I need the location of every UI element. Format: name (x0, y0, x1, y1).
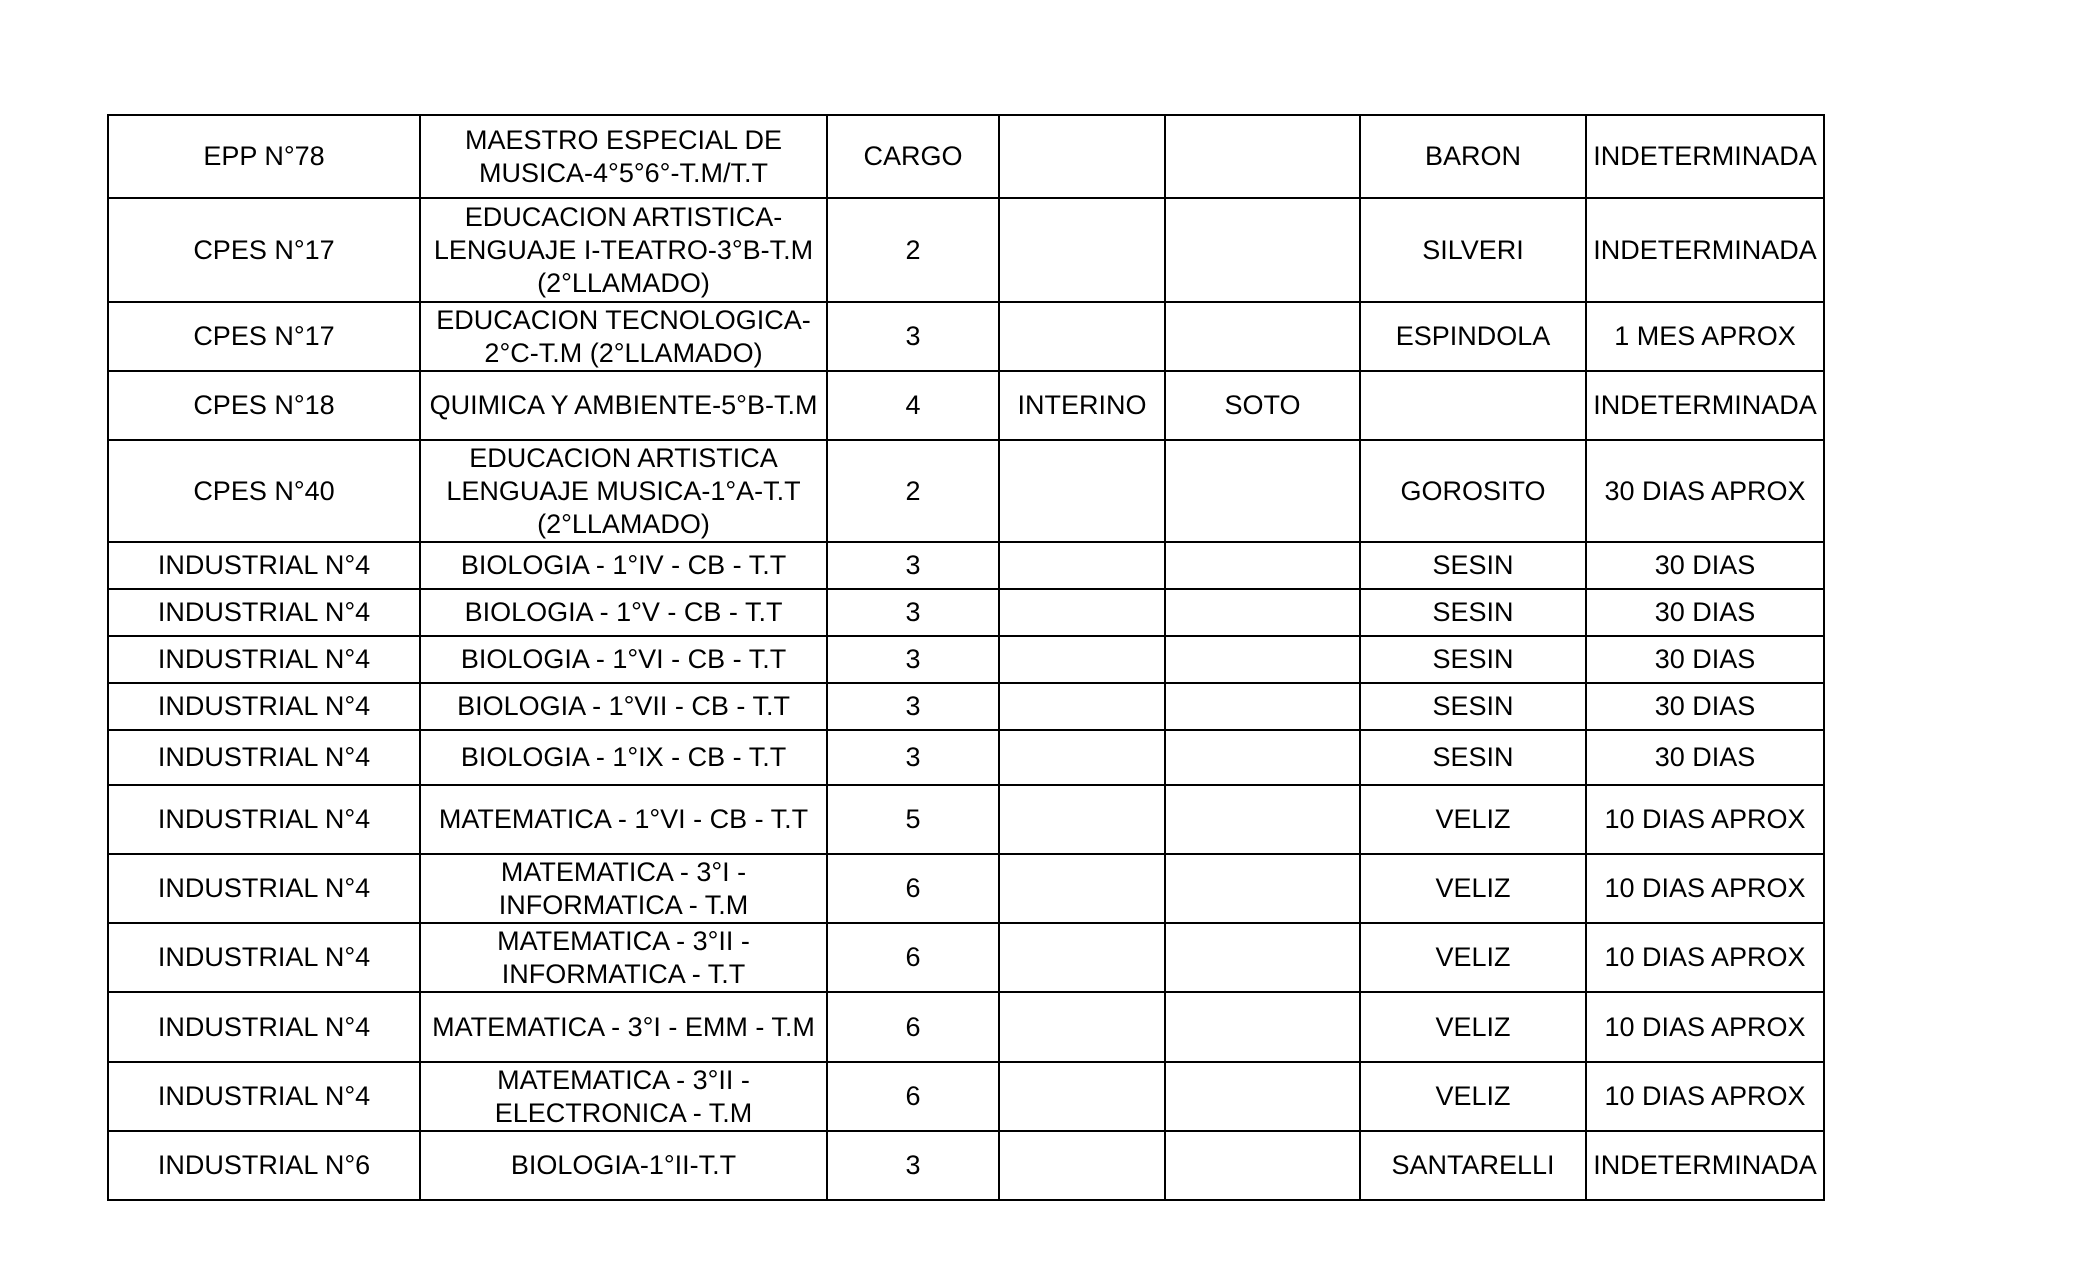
hours-cell: 6 (827, 1062, 999, 1131)
status-cell (999, 785, 1165, 854)
subject-cell: MATEMATICA - 1°VI - CB - T.T (420, 785, 827, 854)
subject-cell: BIOLOGIA - 1°VI - CB - T.T (420, 636, 827, 683)
table-row (108, 198, 1824, 302)
table-row (108, 1062, 1824, 1131)
table-row (108, 302, 1824, 371)
holder-cell (1165, 440, 1360, 542)
duration-cell: INDETERMINADA (1586, 198, 1824, 302)
duration-cell: 10 DIAS APROX (1586, 923, 1824, 992)
table-row (108, 785, 1824, 854)
subject-cell: BIOLOGIA - 1°V - CB - T.T (420, 589, 827, 636)
school-cell: INDUSTRIAL N°4 (108, 730, 420, 785)
replaced-cell: SESIN (1360, 589, 1586, 636)
table-row (108, 992, 1824, 1062)
school-cell: INDUSTRIAL N°6 (108, 1131, 420, 1200)
status-cell (999, 923, 1165, 992)
subject-cell: BIOLOGIA - 1°VII - CB - T.T (420, 683, 827, 730)
duration-cell: INDETERMINADA (1586, 1131, 1824, 1200)
table-row (108, 636, 1824, 683)
status-cell (999, 115, 1165, 198)
replaced-cell: VELIZ (1360, 1062, 1586, 1131)
hours-cell: 6 (827, 923, 999, 992)
school-cell: CPES N°18 (108, 371, 420, 440)
school-cell: EPP N°78 (108, 115, 420, 198)
duration-cell: 10 DIAS APROX (1586, 992, 1824, 1062)
replaced-cell: SESIN (1360, 683, 1586, 730)
hours-cell: 4 (827, 371, 999, 440)
school-cell: INDUSTRIAL N°4 (108, 992, 420, 1062)
table-row (108, 542, 1824, 589)
school-cell: INDUSTRIAL N°4 (108, 923, 420, 992)
status-cell (999, 302, 1165, 371)
table-row (108, 730, 1824, 785)
holder-cell (1165, 923, 1360, 992)
subject-cell: MATEMATICA - 3°I - INFORMATICA - T.M (420, 854, 827, 923)
subject-cell: BIOLOGIA - 1°IX - CB - T.T (420, 730, 827, 785)
replaced-cell: VELIZ (1360, 992, 1586, 1062)
table-row (108, 1131, 1824, 1200)
duration-cell: 1 MES APROX (1586, 302, 1824, 371)
duration-cell: 30 DIAS APROX (1586, 440, 1824, 542)
duration-cell: 30 DIAS (1586, 636, 1824, 683)
table-row (108, 440, 1824, 542)
holder-cell (1165, 785, 1360, 854)
hours-cell: 3 (827, 636, 999, 683)
subject-cell: MATEMATICA - 3°II - ELECTRONICA - T.M (420, 1062, 827, 1131)
school-cell: INDUSTRIAL N°4 (108, 589, 420, 636)
replaced-cell: SESIN (1360, 636, 1586, 683)
duration-cell: INDETERMINADA (1586, 371, 1824, 440)
subject-cell: MATEMATICA - 3°I - EMM - T.M (420, 992, 827, 1062)
school-cell: INDUSTRIAL N°4 (108, 542, 420, 589)
holder-cell: SOTO (1165, 371, 1360, 440)
subject-cell: MATEMATICA - 3°II - INFORMATICA - T.T (420, 923, 827, 992)
table-row (108, 854, 1824, 923)
holder-cell (1165, 636, 1360, 683)
replaced-cell: SESIN (1360, 542, 1586, 589)
table-row (108, 371, 1824, 440)
hours-cell: 3 (827, 589, 999, 636)
status-cell (999, 1062, 1165, 1131)
school-cell: INDUSTRIAL N°4 (108, 683, 420, 730)
duration-cell: 30 DIAS (1586, 542, 1824, 589)
replaced-cell: VELIZ (1360, 854, 1586, 923)
holder-cell (1165, 198, 1360, 302)
subject-cell: BIOLOGIA - 1°IV - CB - T.T (420, 542, 827, 589)
hours-cell: 3 (827, 730, 999, 785)
duration-cell: 10 DIAS APROX (1586, 854, 1824, 923)
hours-cell: 3 (827, 1131, 999, 1200)
status-cell (999, 542, 1165, 589)
status-cell (999, 198, 1165, 302)
vacancies-table (107, 114, 1825, 1201)
holder-cell (1165, 542, 1360, 589)
hours-cell: 3 (827, 302, 999, 371)
replaced-cell: ESPINDOLA (1360, 302, 1586, 371)
holder-cell (1165, 1062, 1360, 1131)
replaced-cell: VELIZ (1360, 923, 1586, 992)
school-cell: CPES N°17 (108, 198, 420, 302)
duration-cell: 30 DIAS (1586, 730, 1824, 785)
status-cell (999, 992, 1165, 1062)
status-cell (999, 1131, 1165, 1200)
table-row (108, 589, 1824, 636)
status-cell (999, 683, 1165, 730)
school-cell: INDUSTRIAL N°4 (108, 1062, 420, 1131)
hours-cell: CARGO (827, 115, 999, 198)
school-cell: CPES N°17 (108, 302, 420, 371)
table-row (108, 923, 1824, 992)
subject-cell: EDUCACION ARTISTICA LENGUAJE MUSICA-1°A-T.T (2°LLAMADO) (420, 440, 827, 542)
school-cell: INDUSTRIAL N°4 (108, 854, 420, 923)
hours-cell: 5 (827, 785, 999, 854)
subject-cell: EDUCACION TECNOLOGICA-2°C-T.M (2°LLAMADO) (420, 302, 827, 371)
status-cell: INTERINO (999, 371, 1165, 440)
replaced-cell: SANTARELLI (1360, 1131, 1586, 1200)
hours-cell: 3 (827, 542, 999, 589)
hours-cell: 6 (827, 854, 999, 923)
school-cell: CPES N°40 (108, 440, 420, 542)
holder-cell (1165, 683, 1360, 730)
replaced-cell: GOROSITO (1360, 440, 1586, 542)
replaced-cell: SILVERI (1360, 198, 1586, 302)
hours-cell: 3 (827, 683, 999, 730)
status-cell (999, 730, 1165, 785)
holder-cell (1165, 302, 1360, 371)
subject-cell: QUIMICA Y AMBIENTE-5°B-T.M (420, 371, 827, 440)
subject-cell: EDUCACION ARTISTICA-LENGUAJE I-TEATRO-3°B-T.M (2°LLAMADO) (420, 198, 827, 302)
holder-cell (1165, 854, 1360, 923)
duration-cell: 10 DIAS APROX (1586, 1062, 1824, 1131)
status-cell (999, 854, 1165, 923)
replaced-cell: BARON (1360, 115, 1586, 198)
holder-cell (1165, 730, 1360, 785)
holder-cell (1165, 992, 1360, 1062)
school-cell: INDUSTRIAL N°4 (108, 636, 420, 683)
table-row (108, 683, 1824, 730)
duration-cell: 30 DIAS (1586, 683, 1824, 730)
hours-cell: 2 (827, 198, 999, 302)
status-cell (999, 636, 1165, 683)
replaced-cell (1360, 371, 1586, 440)
table-row (108, 115, 1824, 198)
hours-cell: 6 (827, 992, 999, 1062)
duration-cell: 30 DIAS (1586, 589, 1824, 636)
status-cell (999, 589, 1165, 636)
replaced-cell: VELIZ (1360, 785, 1586, 854)
subject-cell: BIOLOGIA-1°II-T.T (420, 1131, 827, 1200)
duration-cell: 10 DIAS APROX (1586, 785, 1824, 854)
replaced-cell: SESIN (1360, 730, 1586, 785)
holder-cell (1165, 115, 1360, 198)
status-cell (999, 440, 1165, 542)
holder-cell (1165, 1131, 1360, 1200)
school-cell: INDUSTRIAL N°4 (108, 785, 420, 854)
duration-cell: INDETERMINADA (1586, 115, 1824, 198)
holder-cell (1165, 589, 1360, 636)
hours-cell: 2 (827, 440, 999, 542)
subject-cell: MAESTRO ESPECIAL DE MUSICA-4°5°6°-T.M/T.T (420, 115, 827, 198)
